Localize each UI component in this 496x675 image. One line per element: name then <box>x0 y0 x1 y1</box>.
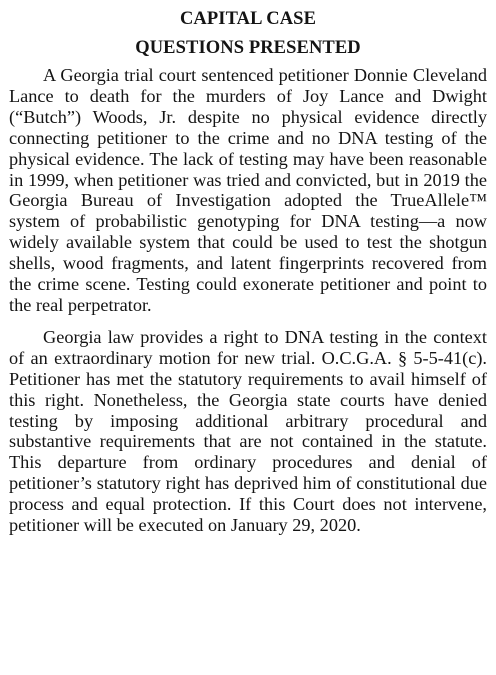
document-page <box>9 5 487 536</box>
paragraph-2: Georgia law provides a right to DNA testing in the context of an extraordinary motion for new trial. O.C.G.A. § 5-5-41(c). Petitioner has met the statutory requirements to avail himself of this right. Nonetheless, the Georgia state courts have denied testing by imposing additional arbitrary procedural and substantive requirements that are not contained in the statute. This departure from ordinary procedures and denial of petitioner’s statutory right has deprived him of constitutional due process and equal protection. If this Court does not intervene, petitioner will be executed on January 29, 2020. <box>9 326 487 536</box>
questions-presented-heading: QUESTIONS PRESENTED <box>135 38 361 58</box>
capital-case-heading: CAPITAL CASE <box>179 9 317 29</box>
paragraph-1: A Georgia trial court sentenced petitioner Donnie Cleveland Lance to death for the murders of Joy Lance and Dwight (“Butch”) Woods, Jr. despite no physical evidence directly connecting petitioner to the crime and no DNA testing of the physical evidence. The lack of testing may have been reasonable in 1999, when petitioner was tried and convicted, but in 2019 the Georgia Bureau of Investigation adopted the TrueAllele™ system of probabilistic genotyping for DNA testing—a now widely available system that could be used to test the shotgun shells, wood fragments, and latent fingerprints recovered from the crime scene. Testing could exonerate petitioner and point to the real perpetrator. <box>9 65 487 315</box>
